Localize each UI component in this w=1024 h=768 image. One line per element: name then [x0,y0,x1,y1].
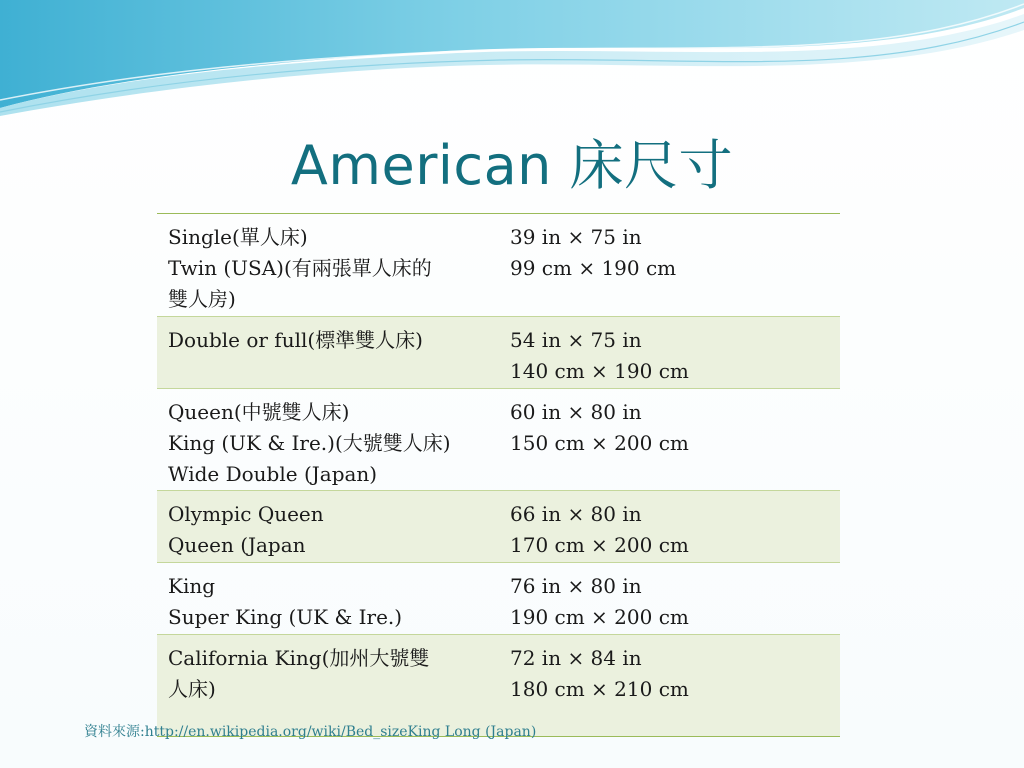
table-row [157,634,840,736]
dimension-cell: 66 in × 80 in 170 cm × 200 cm [510,502,689,557]
dimension-cell: 39 in × 75 in 99 cm × 190 cm [510,225,677,280]
source-citation: 資料來源:http://en.wikipedia.org/wiki/Bed_sizeKing Long (Japan) [84,724,537,740]
table-row [157,562,840,634]
table-row [157,490,840,562]
size-name-cell: Double or full(標準雙人床) [168,328,423,352]
dimension-cell: 72 in × 84 in 180 cm × 210 cm [510,646,689,701]
bed-size-table [157,213,840,737]
dimension-cell: 60 in × 80 in 150 cm × 200 cm [510,400,689,455]
table-row [157,214,840,316]
size-name-cell: Olympic Queen Queen (Japan [168,502,324,557]
size-name-cell: California King(加州大號雙 人床) [168,646,430,701]
dimension-cell: 54 in × 75 in 140 cm × 190 cm [510,328,689,383]
slide-title: American 床尺寸 [290,134,734,197]
size-name-cell: King Super King (UK & Ire.) [168,574,403,629]
size-name-cell: Queen(中號雙人床) King (UK & Ire.)(大號雙人床) Wide Double (Japan) [168,400,451,486]
decorative-wave [0,0,1024,120]
size-name-cell: Single(單人床) Twin (USA)(有兩張單人床的 雙人房) [168,225,432,311]
dimension-cell: 76 in × 80 in 190 cm × 200 cm [510,574,689,629]
table-row [157,316,840,388]
table-row [157,388,840,490]
